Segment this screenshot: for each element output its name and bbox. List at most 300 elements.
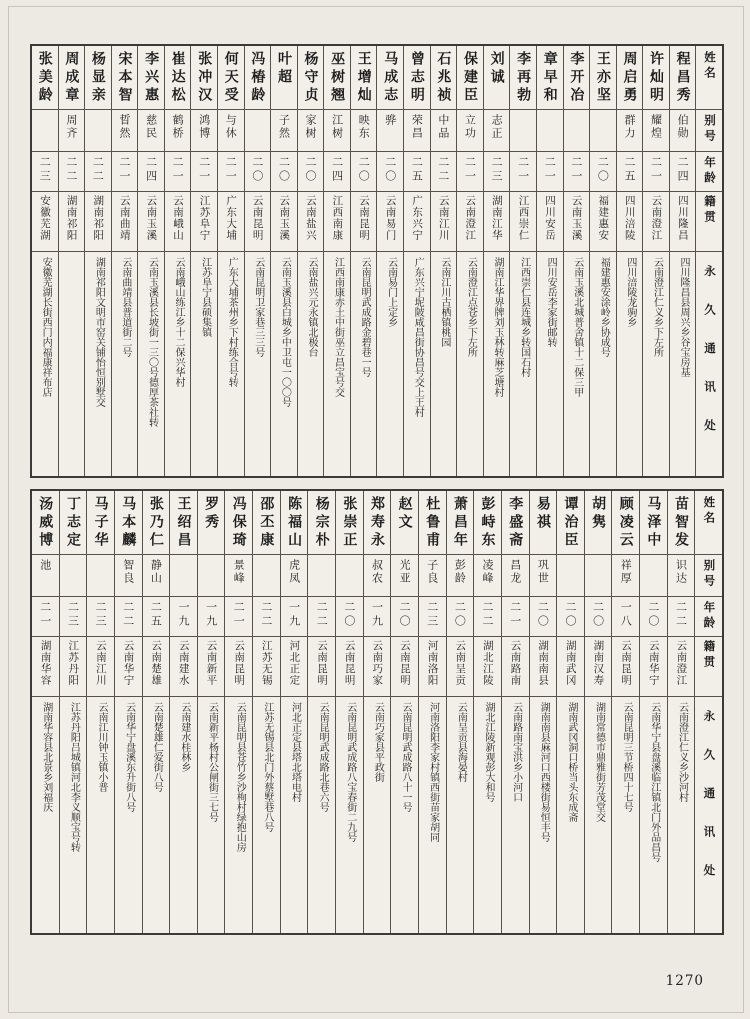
person-address: 云南曲靖县普道街二号 — [119, 257, 131, 357]
page-number: 1270 — [665, 973, 704, 989]
header-address-cell — [696, 252, 722, 476]
person-column — [639, 491, 667, 933]
alias-cell — [112, 110, 138, 152]
person-name: 罗秀 — [203, 496, 220, 532]
person-alias: 与休 — [224, 114, 238, 140]
alias-cell — [115, 555, 142, 597]
native-place-cell — [391, 637, 418, 697]
person-name: 许灿明 — [648, 51, 665, 105]
person-column — [529, 491, 557, 933]
person-alias: 智良 — [121, 559, 135, 585]
person-address: 江苏丹阳吕城镇河北李义顺宝号转 — [68, 702, 80, 852]
person-name: 叶超 — [275, 51, 292, 87]
person-name: 何天受 — [222, 51, 239, 105]
address-cell — [253, 697, 280, 933]
alias-cell — [530, 555, 557, 597]
person-alias: 荣昌 — [410, 114, 424, 140]
person-name: 巫树翘 — [329, 51, 346, 105]
address-cell — [32, 252, 58, 476]
native-place-cell — [668, 637, 695, 697]
age-cell — [336, 597, 363, 637]
age-cell — [484, 152, 510, 192]
age-cell — [617, 152, 643, 192]
address-cell — [198, 697, 225, 933]
address-cell — [324, 252, 350, 476]
person-name: 杨守贞 — [302, 51, 319, 105]
person-native-place: 云南昆明 — [316, 640, 328, 686]
person-name: 杜鲁甫 — [424, 496, 441, 550]
person-alias: 骅 — [383, 114, 397, 127]
address-cell — [112, 252, 138, 476]
person-name: 章早和 — [541, 51, 558, 105]
person-name: 杨宗朴 — [313, 496, 330, 550]
person-name: 邵丕康 — [258, 496, 275, 550]
address-cell — [564, 252, 590, 476]
name-cell — [557, 491, 584, 555]
address-cell — [640, 697, 667, 933]
person-address: 江苏阜宁县硕集镇 — [199, 257, 211, 337]
age-cell — [112, 152, 138, 192]
person-alias: 虎凤 — [287, 559, 301, 585]
name-cell — [364, 491, 391, 555]
person-column — [611, 491, 639, 933]
person-name: 谭治臣 — [562, 496, 579, 550]
native-place-cell — [364, 637, 391, 697]
address-cell — [138, 252, 164, 476]
alias-cell — [474, 555, 501, 597]
person-native-place: 广东兴宁 — [411, 195, 424, 241]
alias-cell — [271, 110, 297, 152]
native-place-cell — [530, 637, 557, 697]
age-cell — [474, 597, 501, 637]
person-native-place: 湖南南县 — [537, 640, 550, 686]
address-cell — [298, 252, 324, 476]
person-name: 张乃仁 — [147, 496, 164, 550]
address-cell — [85, 252, 111, 476]
person-column — [589, 46, 616, 476]
directory-table-bottom — [30, 489, 724, 935]
person-column — [224, 491, 252, 933]
person-native-place: 江西南康 — [331, 195, 344, 241]
native-place-cell — [557, 637, 584, 697]
person-column — [59, 491, 87, 933]
person-name: 陈福山 — [286, 496, 303, 550]
header-native-cell — [696, 192, 722, 252]
header-address-label: 永久通讯处 — [702, 710, 717, 903]
person-name: 苗智发 — [673, 496, 690, 550]
person-native-place: 四川隆昌 — [676, 195, 689, 241]
age-cell — [85, 152, 111, 192]
header-native-cell — [695, 637, 722, 697]
person-age: 二二 — [259, 601, 273, 629]
person-age: 二二 — [674, 601, 688, 629]
native-place-cell — [537, 192, 563, 252]
age-cell — [115, 597, 142, 637]
person-age: 二一 — [569, 156, 583, 184]
native-place-cell — [564, 192, 590, 252]
person-address: 江西南康赤土中街巫立昌宝号交 — [332, 257, 344, 397]
person-name: 王绍昌 — [175, 496, 192, 550]
address-cell — [510, 252, 536, 476]
person-native-place: 湖南华容 — [39, 640, 52, 686]
age-cell — [510, 152, 536, 192]
person-native-place: 云南玉溪 — [145, 195, 158, 241]
person-column — [111, 46, 138, 476]
address-cell — [115, 697, 142, 933]
person-native-place: 云南玉溪 — [278, 195, 291, 241]
person-name: 石兆祯 — [435, 51, 452, 105]
age-cell — [245, 152, 271, 192]
native-place-cell — [112, 192, 138, 252]
person-address: 云南澄江仁义乡沙河村 — [676, 702, 688, 802]
person-alias: 映东 — [357, 114, 371, 140]
header-native-label: 籍贯 — [702, 195, 717, 226]
person-age: 二〇 — [398, 601, 412, 629]
age-cell — [225, 597, 252, 637]
header-alias-label: 别号 — [702, 114, 717, 145]
age-cell — [612, 597, 639, 637]
person-column — [363, 491, 391, 933]
person-address: 湖南武冈洞口桥当头东成斋 — [565, 702, 577, 822]
person-native-place: 云南玉溪 — [570, 195, 583, 241]
address-cell — [474, 697, 501, 933]
native-place-cell — [115, 637, 142, 697]
person-address: 湖南江华界牌刘玉林转麻芝塘村 — [491, 257, 503, 397]
name-cell — [502, 491, 529, 555]
age-cell — [585, 597, 612, 637]
native-place-cell — [502, 637, 529, 697]
person-alias: 鸿博 — [197, 114, 211, 140]
person-age: 一九 — [370, 601, 384, 629]
person-address: 云南昆明武成路金碧巷一号 — [359, 257, 371, 377]
age-cell — [377, 152, 403, 192]
age-cell — [191, 152, 217, 192]
person-alias: 巩世 — [536, 559, 550, 585]
person-column — [390, 491, 418, 933]
address-cell — [668, 697, 695, 933]
age-cell — [271, 152, 297, 192]
person-age: 二一 — [543, 156, 557, 184]
person-name: 丁志定 — [64, 496, 81, 550]
person-age: 二〇 — [596, 156, 610, 184]
alias-cell — [281, 555, 308, 597]
age-cell — [668, 597, 695, 637]
age-cell — [138, 152, 164, 192]
name-cell — [590, 46, 616, 110]
address-cell — [590, 252, 616, 476]
address-cell — [271, 252, 297, 476]
alias-cell — [537, 110, 563, 152]
native-place-cell — [218, 192, 244, 252]
address-cell — [391, 697, 418, 933]
person-address: 安徽芜湖长街西门内福康祥布店 — [40, 257, 52, 397]
person-address: 云南昆明县苍竹乡沙栒村绿抱山房 — [234, 702, 246, 852]
person-name: 刘诚 — [488, 51, 505, 87]
native-place-cell — [170, 637, 197, 697]
header-name-label: 姓名 — [702, 51, 717, 82]
address-cell — [617, 252, 643, 476]
header-column — [695, 46, 722, 476]
person-alias: 立功 — [463, 114, 477, 140]
person-address: 广东大埔茶州乡下村练合号转 — [226, 257, 238, 387]
header-name-cell — [695, 491, 722, 555]
person-alias: 识达 — [674, 559, 688, 585]
person-alias: 子然 — [277, 114, 291, 140]
name-cell — [431, 46, 457, 110]
alias-cell — [557, 555, 584, 597]
age-cell — [590, 152, 616, 192]
name-cell — [281, 491, 308, 555]
native-place-cell — [225, 637, 252, 697]
person-address: 云南巧家县平政街 — [372, 702, 384, 782]
person-column — [190, 46, 217, 476]
name-cell — [612, 491, 639, 555]
age-cell — [364, 597, 391, 637]
person-age: 二二 — [64, 156, 78, 184]
address-cell — [165, 252, 191, 476]
alias-cell — [87, 555, 114, 597]
person-alias: 伯勋 — [676, 114, 690, 140]
person-column — [137, 46, 164, 476]
name-cell — [245, 46, 271, 110]
address-cell — [245, 252, 271, 476]
alias-cell — [351, 110, 377, 152]
alias-cell — [457, 110, 483, 152]
age-cell — [218, 152, 244, 192]
person-column — [335, 491, 363, 933]
person-native-place: 湖南武冈 — [564, 640, 577, 686]
native-place-cell — [143, 637, 170, 697]
person-native-place: 云南呈贡 — [454, 640, 467, 686]
address-cell — [191, 252, 217, 476]
person-column — [403, 46, 430, 476]
person-address: 云南楚雄仁爱街八号 — [151, 702, 163, 792]
person-native-place: 云南巧家 — [371, 640, 384, 686]
person-alias: 祥厚 — [619, 559, 633, 585]
person-native-place: 湖南汉寿 — [592, 640, 605, 686]
person-column — [217, 46, 244, 476]
person-address: 云南华宁县盘溪临江镇北门外品昌号 — [648, 702, 660, 862]
alias-cell — [431, 110, 457, 152]
person-address: 云南盐兴元永镇北极台 — [305, 257, 317, 357]
person-name: 李开冶 — [568, 51, 585, 105]
person-alias: 志正 — [490, 114, 504, 140]
person-native-place: 云南澄江 — [650, 195, 663, 241]
person-column — [376, 46, 403, 476]
person-address: 云南江川钟玉镇小普 — [95, 702, 107, 792]
native-place-cell — [138, 192, 164, 252]
person-native-place: 江苏丹阳 — [67, 640, 80, 686]
person-column — [297, 46, 324, 476]
person-native-place: 云南盐兴 — [304, 195, 317, 241]
name-cell — [351, 46, 377, 110]
person-alias: 慈民 — [144, 114, 158, 140]
name-cell — [336, 491, 363, 555]
age-cell — [564, 152, 590, 192]
person-native-place: 江苏阜宁 — [198, 195, 211, 241]
name-cell — [391, 491, 418, 555]
alias-cell — [640, 555, 667, 597]
person-column — [244, 46, 271, 476]
person-address: 福建惠安涂岭乡协成号 — [598, 257, 610, 357]
name-cell — [419, 491, 446, 555]
person-name: 张冲汉 — [196, 51, 213, 105]
native-place-cell — [377, 192, 403, 252]
person-address: 云南新平杨村公闸街三七号 — [206, 702, 218, 822]
age-cell — [419, 597, 446, 637]
person-address: 云南昆明武成路八宝春街二九号 — [344, 702, 356, 842]
person-name: 李兴惠 — [143, 51, 160, 105]
native-place-cell — [59, 192, 85, 252]
name-cell — [530, 491, 557, 555]
person-native-place: 云南楚雄 — [150, 640, 163, 686]
name-cell — [668, 491, 695, 555]
person-address: 河南洛阳李家村镇西街苗家胡同 — [427, 702, 439, 842]
person-native-place: 云南峨山 — [171, 195, 184, 241]
name-cell — [32, 491, 59, 555]
person-age: 二一 — [516, 156, 530, 184]
person-address: 云南澄江仁义乡下左所 — [651, 257, 663, 357]
name-cell — [32, 46, 58, 110]
person-column — [584, 491, 612, 933]
native-place-cell — [324, 192, 350, 252]
person-native-place: 云南江川 — [437, 195, 450, 241]
person-age: 二五 — [149, 601, 163, 629]
person-name: 胡隽 — [590, 496, 607, 532]
person-alias: 鹤桥 — [171, 114, 185, 140]
age-cell — [502, 597, 529, 637]
person-column — [350, 46, 377, 476]
age-cell — [324, 152, 350, 192]
age-cell — [537, 152, 563, 192]
age-cell — [557, 597, 584, 637]
person-age: 二三 — [425, 601, 439, 629]
person-age: 一九 — [287, 601, 301, 629]
person-column — [616, 46, 643, 476]
person-address: 河北正定县塔北塔电村 — [289, 702, 301, 802]
address-cell — [364, 697, 391, 933]
person-address: 云南昆明三节桥四十七号 — [621, 702, 633, 812]
alias-cell — [32, 110, 58, 152]
alias-cell — [364, 555, 391, 597]
alias-cell — [336, 555, 363, 597]
person-age: 二三 — [94, 601, 108, 629]
person-column — [430, 46, 457, 476]
person-name: 马泽中 — [645, 496, 662, 550]
person-name: 郑寿永 — [368, 496, 385, 550]
address-cell — [530, 697, 557, 933]
person-age: 二一 — [224, 156, 238, 184]
person-address: 四川隆昌县周兴乡谷宝房基 — [678, 257, 690, 377]
name-cell — [198, 491, 225, 555]
native-place-cell — [404, 192, 430, 252]
person-native-place: 云南易门 — [384, 195, 397, 241]
age-cell — [530, 597, 557, 637]
person-address: 云南玉溪县白城乡中卫屯一〇〇号 — [279, 257, 291, 407]
person-column — [252, 491, 280, 933]
address-cell — [404, 252, 430, 476]
age-cell — [143, 597, 170, 637]
name-cell — [115, 491, 142, 555]
person-name: 马本麟 — [120, 496, 137, 550]
address-cell — [377, 252, 403, 476]
name-cell — [85, 46, 111, 110]
person-alias: 周齐 — [64, 114, 78, 140]
person-native-place: 安徽芜湖 — [39, 195, 52, 241]
person-age: 二二 — [121, 601, 135, 629]
person-native-place: 云南昆明 — [357, 195, 370, 241]
address-cell — [419, 697, 446, 933]
person-column — [323, 46, 350, 476]
person-name: 马成志 — [382, 51, 399, 105]
directory-table-top — [30, 44, 724, 478]
alias-cell — [253, 555, 280, 597]
person-native-place: 河北正定 — [288, 640, 301, 686]
age-cell — [281, 597, 308, 637]
alias-cell — [138, 110, 164, 152]
person-name: 程昌秀 — [674, 51, 691, 105]
person-native-place: 云南江川 — [94, 640, 107, 686]
person-age: 二四 — [330, 156, 344, 184]
alias-cell — [590, 110, 616, 152]
name-cell — [298, 46, 324, 110]
native-place-cell — [191, 192, 217, 252]
person-column — [473, 491, 501, 933]
person-alias: 江树 — [330, 114, 344, 140]
person-age: 二〇 — [591, 601, 605, 629]
header-address-label: 永久通讯处 — [702, 265, 717, 458]
person-native-place: 云南昆明 — [343, 640, 356, 686]
alias-cell — [324, 110, 350, 152]
address-cell — [643, 252, 669, 476]
name-cell — [377, 46, 403, 110]
address-cell — [143, 697, 170, 933]
person-column — [667, 491, 695, 933]
age-cell — [60, 597, 87, 637]
person-name: 冯保琦 — [230, 496, 247, 550]
person-column — [642, 46, 669, 476]
person-address: 云南江川古栖镇桃园 — [438, 257, 450, 347]
person-name: 杨显亲 — [89, 51, 106, 105]
person-age: 二〇 — [250, 156, 264, 184]
native-place-cell — [457, 192, 483, 252]
header-native-label: 籍贯 — [702, 640, 717, 671]
person-native-place: 云南建水 — [177, 640, 190, 686]
alias-cell — [484, 110, 510, 152]
person-native-place: 云南华宁 — [647, 640, 660, 686]
person-native-place: 江苏无锡 — [260, 640, 273, 686]
person-native-place: 云南澄江 — [675, 640, 688, 686]
native-place-cell — [431, 192, 457, 252]
address-cell — [60, 697, 87, 933]
person-age: 一九 — [204, 601, 218, 629]
person-age: 二三 — [66, 601, 80, 629]
person-name: 李盛斋 — [507, 496, 524, 550]
person-age: 二〇 — [342, 601, 356, 629]
age-cell — [165, 152, 191, 192]
person-alias: 子良 — [425, 559, 439, 585]
header-alias-cell — [695, 555, 722, 597]
person-column — [446, 491, 474, 933]
header-name-cell — [696, 46, 722, 110]
address-cell — [537, 252, 563, 476]
person-native-place: 江西崇仁 — [517, 195, 530, 241]
native-place-cell — [351, 192, 377, 252]
person-alias: 晢然 — [117, 114, 131, 140]
name-cell — [143, 491, 170, 555]
name-cell — [138, 46, 164, 110]
native-place-cell — [510, 192, 536, 252]
